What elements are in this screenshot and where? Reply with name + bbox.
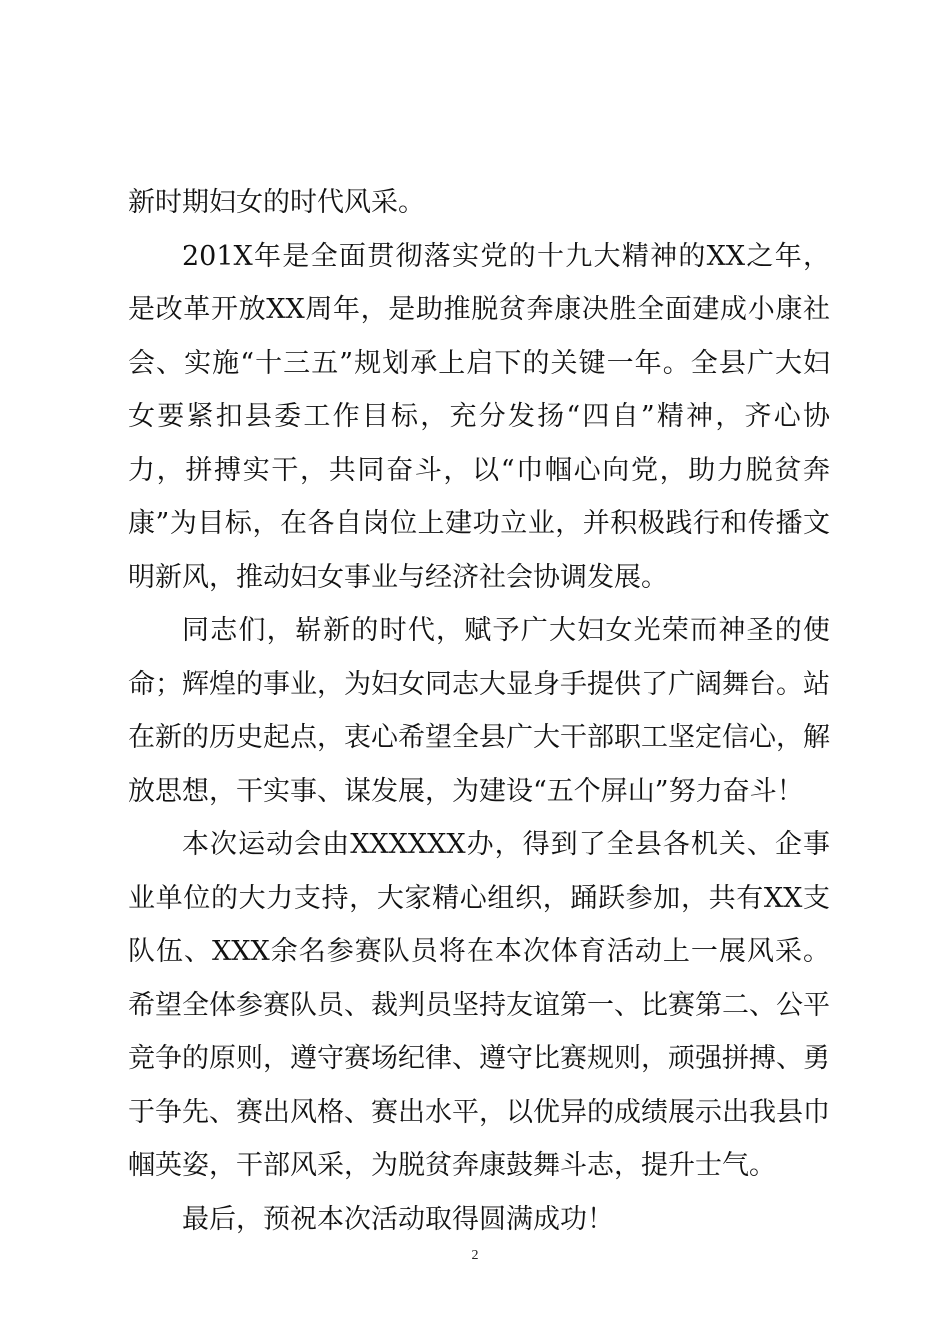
document-body — [128, 176, 830, 1246]
paragraph: 本次运动会由XXXXXX办，得到了全县各机关、企事业单位的大力支持，大家精心组织，踊跃参加，共有XX支队伍、XXX余名参赛队员将在本次体育活动上一展风采。希望全体参赛队员、裁判员坚持友谊第一、比赛第二、公平竞争的原则，遵守赛场纪律、遵守比赛规则，顽强拼搏、勇于争先、赛出风格、赛出水平，以优异的成绩展示出我县巾帼英姿，干部风采，为脱贫奔康鼓舞斗志，提升士气。 — [128, 829, 830, 1181]
page-number: 2 — [471, 1248, 479, 1263]
paragraph-closing: 最后，预祝本次活动取得圆满成功！ — [182, 1203, 614, 1235]
paragraph-continuation: 新时期妇女的时代风采。 — [128, 187, 425, 218]
paragraph: 201X年是全面贯彻落实党的十九大精神的XX之年，是改革开放XX周年，是助推脱贫奔康决胜全面建成小康社会、实施“十三五”规划承上启下的关键一年。全县广大妇女要紧扣县委工作目标，充分发扬“四自”精神，齐心协力，拼搏实干，共同奋斗，以“巾帼心向党，助力脱贫奔康”为目标，在各自岗位上建功立业，并积极践行和传播文明新风，推动妇女事业与经济社会协调发展。 — [128, 240, 830, 593]
paragraph: 同志们，崭新的时代，赋予广大妇女光荣而神圣的使命；辉煌的事业，为妇女同志大显身手提供了广阔舞台。站在新的历史起点，衷心希望全县广大干部职工坚定信心，解放思想，干实事、谋发展，为建设“五个屏山”努力奋斗！ — [128, 615, 830, 807]
